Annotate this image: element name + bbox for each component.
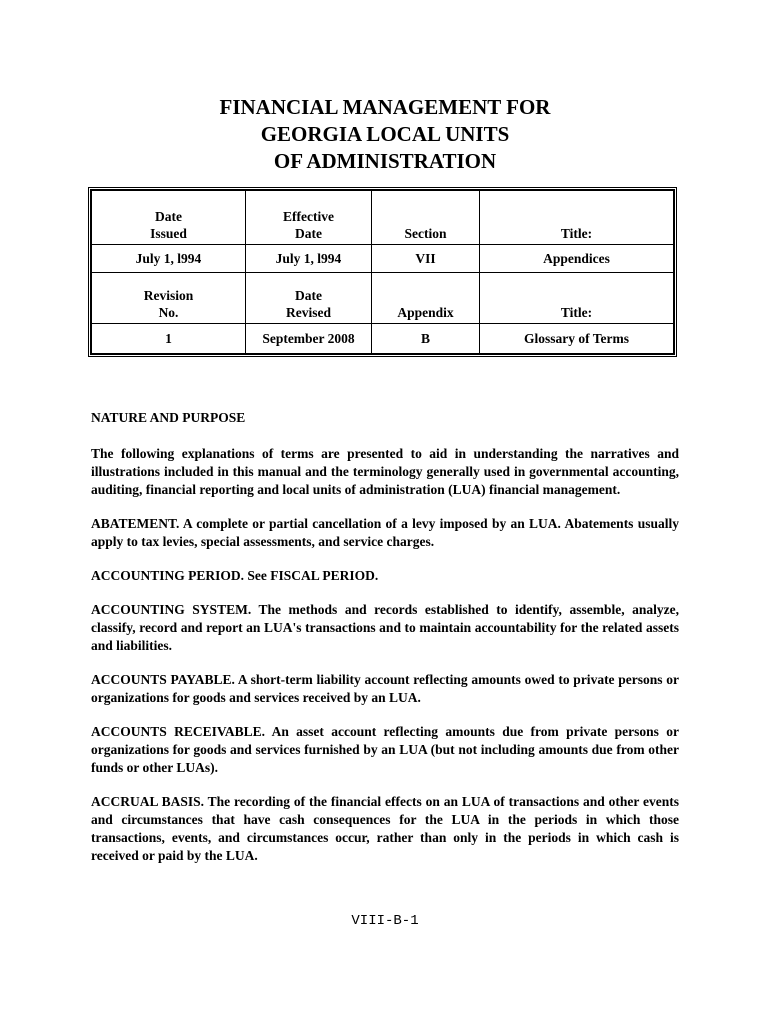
page-number: VIII-B-1 xyxy=(351,913,419,929)
intro-paragraph: The following explanations of terms are presented to aid in understanding the narratives and illustrations included in this manual and the terminology generally used in governmental accounting, auditing, financial reporting and local units of administration (LUA) financial management. xyxy=(91,446,679,497)
info-header-row-1 xyxy=(92,191,674,245)
definition-accounts-receivable: ACCOUNTS RECEIVABLE. An asset account reflecting amounts due from private persons or organizations for goods and services furnished by an LUA (but not including amounts due from other funds or other LUAs). xyxy=(91,724,679,775)
definition-accrual-basis: ACCRUAL BASIS. The recording of the financial effects on an LUA of transactions and other events and circumstances that have cash consequences for the LUA in the periods in which those transactions, events, and circumstances occur, rather than only in the periods in which cash is received or paid by the LUA. xyxy=(91,794,679,863)
revision-no-value: 1 xyxy=(92,324,246,354)
appendix-value: B xyxy=(372,324,480,354)
info-value-row-2 xyxy=(92,324,674,354)
section-value: VII xyxy=(372,245,480,273)
title-header-2: Title: xyxy=(480,273,674,324)
document-body xyxy=(91,409,679,881)
section-header: Section xyxy=(372,191,480,245)
document-info-table xyxy=(88,187,677,357)
definition-accounts-payable: ACCOUNTS PAYABLE. A short-term liability account reflecting amounts owed to private persons or organizations for goods and services received by an LUA. xyxy=(91,672,679,705)
info-header-row-2 xyxy=(92,273,674,324)
title-value-2: Glossary of Terms xyxy=(480,324,674,354)
title-value-1: Appendices xyxy=(480,245,674,273)
date-issued-value: July 1, l994 xyxy=(92,245,246,273)
section-heading: NATURE AND PURPOSE xyxy=(91,410,246,425)
title-line-2: GEORGIA LOCAL UNITS xyxy=(260,122,510,146)
date-issued-header: Date Issued xyxy=(92,191,246,245)
definition-accounting-period: ACCOUNTING PERIOD. See FISCAL PERIOD. xyxy=(91,568,379,583)
effective-date-value: July 1, l994 xyxy=(246,245,372,273)
effective-date-header: Effective Date xyxy=(246,191,372,245)
definition-accounting-system: ACCOUNTING SYSTEM. The methods and records established to identify, assemble, analyze, classify, record and report an LUA's transactions and to maintain accountability for the related assets and liabilities. xyxy=(91,602,679,653)
appendix-header: Appendix xyxy=(372,273,480,324)
date-revised-value: September 2008 xyxy=(246,324,372,354)
title-line-1: FINANCIAL MANAGEMENT FOR xyxy=(219,95,551,119)
revision-no-header: Revision No. xyxy=(92,273,246,324)
definition-abatement: ABATEMENT. A complete or partial cancellation of a levy imposed by an LUA. Abatements usually apply to tax levies, special assessments, and service charges. xyxy=(91,516,679,549)
title-header-1: Title: xyxy=(480,191,674,245)
title-line-3: OF ADMINISTRATION xyxy=(273,149,497,173)
date-revised-header: Date Revised xyxy=(246,273,372,324)
document-title xyxy=(0,94,770,175)
info-value-row-1 xyxy=(92,245,674,273)
